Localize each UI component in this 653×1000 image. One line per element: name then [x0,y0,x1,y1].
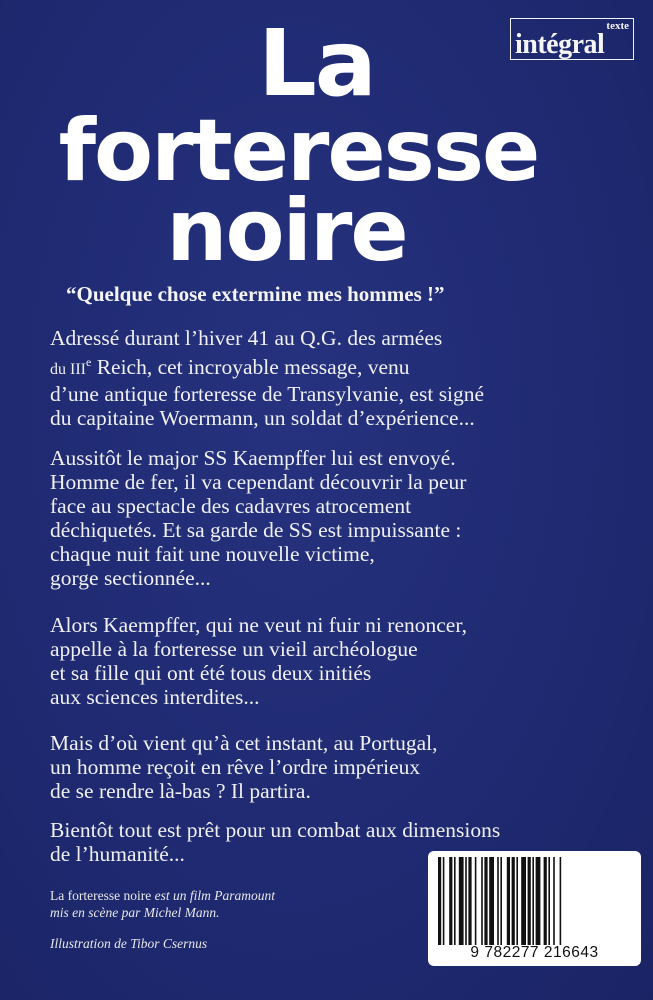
paragraph-line: gorge sectionnée... [50,566,211,590]
film-credit [50,887,275,921]
paragraph-line: de se rendre là-bas ? Il partira. [50,779,311,803]
paragraph-line: Adressé durant l’hiver 41 au Q.G. des armées [50,326,443,350]
barcode-bars [436,857,633,945]
paragraph-line: du capitaine Woermann, un soldat d’expérience... [50,406,475,431]
illustration-credit [50,935,207,952]
paragraph-line [50,350,630,382]
barcode [428,851,641,966]
roman-numeral: du III [50,361,86,379]
paragraph-2 [50,446,630,590]
badge-small-text: texte [606,20,629,32]
illustration-credit-text: Illustration de Tibor Csernus [50,936,208,951]
title-line-1: La [258,10,375,117]
superscript: e [85,355,92,369]
paragraph-line: de l’humanité... [50,842,185,866]
paragraph-line: et sa fille qui ont été tous deux initiés [50,661,372,685]
paragraph-line: Homme de fer, il va cependant découvrir la peur [50,470,467,494]
paragraph-line: Aussitôt le major SS Kaempffer lui est envoyé. [50,446,456,470]
title-line-3: noire [166,181,407,281]
paragraph-line: Mais d’où vient qu’à cet instant, au Portugal, [50,731,438,755]
badge-big-text: intégral [515,29,605,60]
title-line-2: forteresse [58,101,539,201]
tagline-quote: “Quelque chose extermine mes hommes !” [66,282,445,306]
barcode-number: 9 782277 216643 [470,944,599,961]
paragraph-3 [50,613,630,709]
paragraph-line: Alors Kaempffer, qui ne veut ni fuir ni renoncer, [50,613,467,637]
paragraph-line: chaque nuit fait une nouvelle victime, [50,542,375,566]
film-title: La forteresse noire [50,888,152,903]
paragraph-line: face au spectacle des cadavres atrocement [50,494,412,518]
paragraph-1 [50,326,630,430]
paragraph-4 [50,731,630,803]
paragraph-line: Bientôt tout est prêt pour un combat aux dimensions [50,818,501,842]
paragraph-line: appelle à la forteresse un vieil archéologue [50,637,418,661]
paragraph-line-rest: Reich, cet incroyable message, venu [91,355,410,380]
film-credit-rest: est un film Paramount [151,888,275,903]
paragraph-line: d’une antique forteresse de Transylvanie, est signé [50,382,485,407]
paragraph-line: un homme reçoit en rêve l’ordre impérieux [50,755,421,779]
film-credit-line-2: mis en scène par Michel Mann. [50,905,220,920]
paragraph-line: aux sciences interdites... [50,685,260,709]
paragraph-line: déchiquetés. Et sa garde de SS est impuissante : [50,518,462,542]
